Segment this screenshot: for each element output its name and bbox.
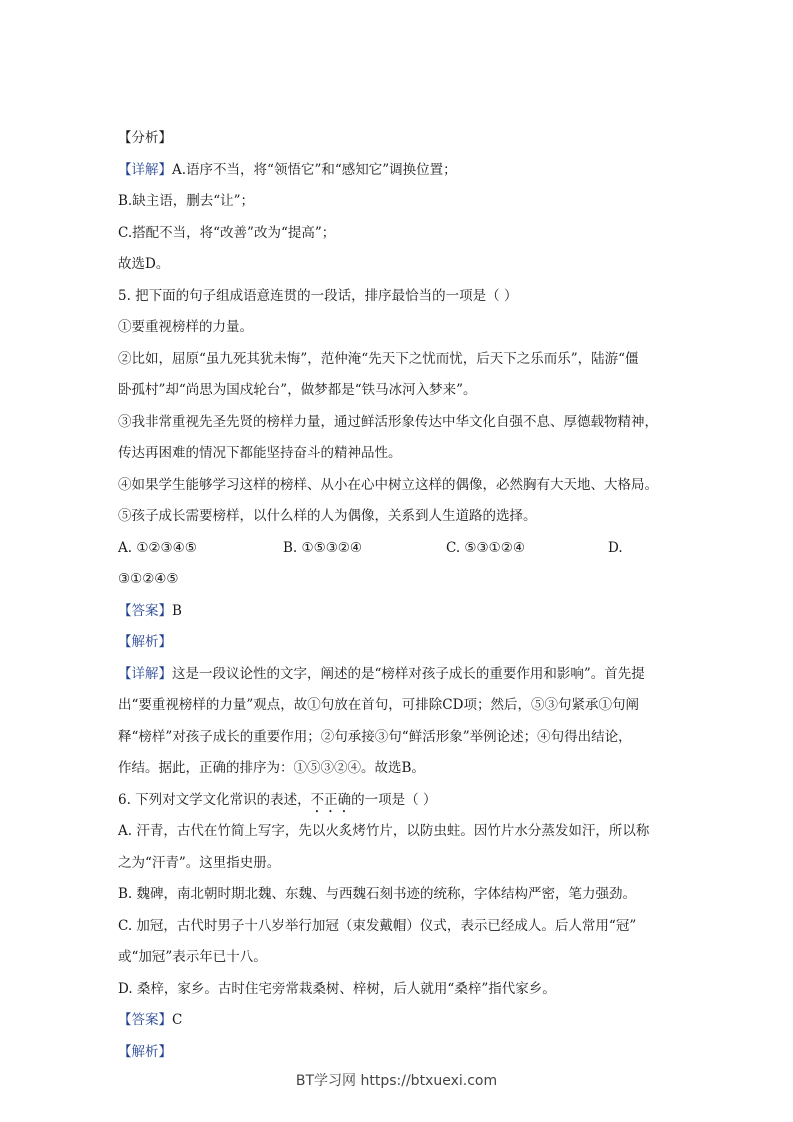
q4-conclusion: 故选D。 bbox=[118, 256, 170, 272]
q5-detail-line-1: 【详解】这是一段议论性的文字，阐述的是“榜样对孩子成长的重要作用和影响”。首先提 bbox=[118, 665, 645, 682]
q6-option-a-line-1: A. 汗青，古代在竹简上写字，先以火炙烤竹片，以防虫蛀。因竹片水分蒸发如汗，所以称 bbox=[118, 823, 650, 839]
q4-analysis-heading: 【分析】 bbox=[118, 130, 172, 146]
q5-answer-value: B bbox=[172, 602, 182, 619]
q5-stem: 5. 把下面的句子组成语意连贯的一段话，排序最恰当的一项是（ ） bbox=[118, 287, 518, 304]
q6-option-c-line-2: 或“加冠”表示年已十八。 bbox=[118, 949, 267, 965]
q6-answer bbox=[118, 1009, 678, 1041]
q6-option-b: B. 魏碑，南北朝时期北魏、东魏、与西魏石刻书迹的统称，字体结构严密，笔力强劲。 bbox=[118, 886, 637, 902]
q5-option-d-value: ③①②④⑤ bbox=[118, 571, 179, 587]
detail-tag: 【详解】 bbox=[118, 161, 172, 178]
q5-sentence-2-line-1: ②比如，屈原“虽九死其犹未悔”，范仲淹“先天下之忧而忧，后天下之乐而乐”，陆游“僵 bbox=[118, 350, 639, 367]
q6-option-c-line-1: C. 加冠，古代时男子十八岁举行加冠（束发戴帽）仪式，表示已经成人。后人常用“冠” bbox=[118, 917, 637, 934]
q6-emphasis: 不正确 bbox=[310, 791, 352, 808]
q5-explain-heading: 【解析】 bbox=[118, 634, 172, 650]
q5-sentence-1: ①要重视榜样的力量。 bbox=[118, 319, 253, 335]
q5-option-c: C. ⑤③①②④ bbox=[446, 539, 525, 556]
q6-answer-value: C bbox=[172, 1012, 183, 1028]
q5-detail-line-4: 作结。据此，正确的排序为：①⑤③②④。故选B。 bbox=[118, 760, 425, 776]
q5-option-a: A. ①②③④⑤ bbox=[118, 539, 197, 556]
q5-option-b: B. ①⑤③②④ bbox=[283, 539, 363, 556]
q6-explain-heading: 【解析】 bbox=[118, 1043, 172, 1060]
q5-sentence-4: ④如果学生能够学习这样的榜样、从小在心中树立这样的偶像，必然胸有大天地、大格局。 bbox=[118, 476, 658, 493]
q4-detail-b: B.缺主语，删去“让”； bbox=[118, 193, 255, 209]
q5-sentence-5: ⑤孩子成长需要榜样，以什么样的人为偶像，关系到人生道路的选择。 bbox=[118, 508, 537, 524]
q6-option-d: D. 桑梓，家乡。古时住宅旁常栽桑树、梓树，后人就用“桑梓”指代家乡。 bbox=[118, 980, 556, 997]
q5-detail-line-3: 释“榜样”对孩子成长的重要作用；②句承接③句“鲜活形象”举例论述；④句得出结论， bbox=[118, 728, 632, 745]
q4-detail-c: C.搭配不当，将“改善”改为“提高”； bbox=[118, 224, 336, 241]
q5-option-d: D. bbox=[608, 539, 623, 556]
page-footer: BT学习网 https://btxuexi.com bbox=[295, 1073, 498, 1089]
q5-answer bbox=[118, 600, 678, 632]
q5-sentence-3-line-1: ③我非常重视先圣先贤的榜样力量，通过鲜活形象传达中华文化自强不息、厚德载物精神， bbox=[118, 413, 658, 430]
answer-tag: 【答案】 bbox=[118, 1012, 172, 1028]
q6-option-a-line-2: 之为“汗青”。这里指史册。 bbox=[118, 854, 281, 871]
q5-options bbox=[118, 537, 678, 569]
q5-sentence-2-line-2: 卧孤村”却“尚思为国戍轮台”，做梦都是“铁马冰河入梦来”。 bbox=[118, 382, 477, 398]
q5-detail-line-2: 出“要重视榜样的力量”观点，故①句放在首句，可排除CD项；然后，⑤③句紧承①句阐 bbox=[118, 697, 639, 713]
q6-stem: 6. 下列对文学文化常识的表述，不正确的一项是（ ） bbox=[118, 791, 437, 808]
document-body bbox=[118, 127, 678, 1072]
q4-detail-a: 【详解】A.语序不当，将“领悟它”和“感知它”调换位置； bbox=[118, 161, 457, 178]
detail-tag: 【详解】 bbox=[118, 665, 172, 682]
q5-sentence-3-line-2: 传达再困难的情况下都能坚持奋斗的精神品性。 bbox=[118, 445, 402, 461]
answer-tag: 【答案】 bbox=[118, 602, 172, 619]
